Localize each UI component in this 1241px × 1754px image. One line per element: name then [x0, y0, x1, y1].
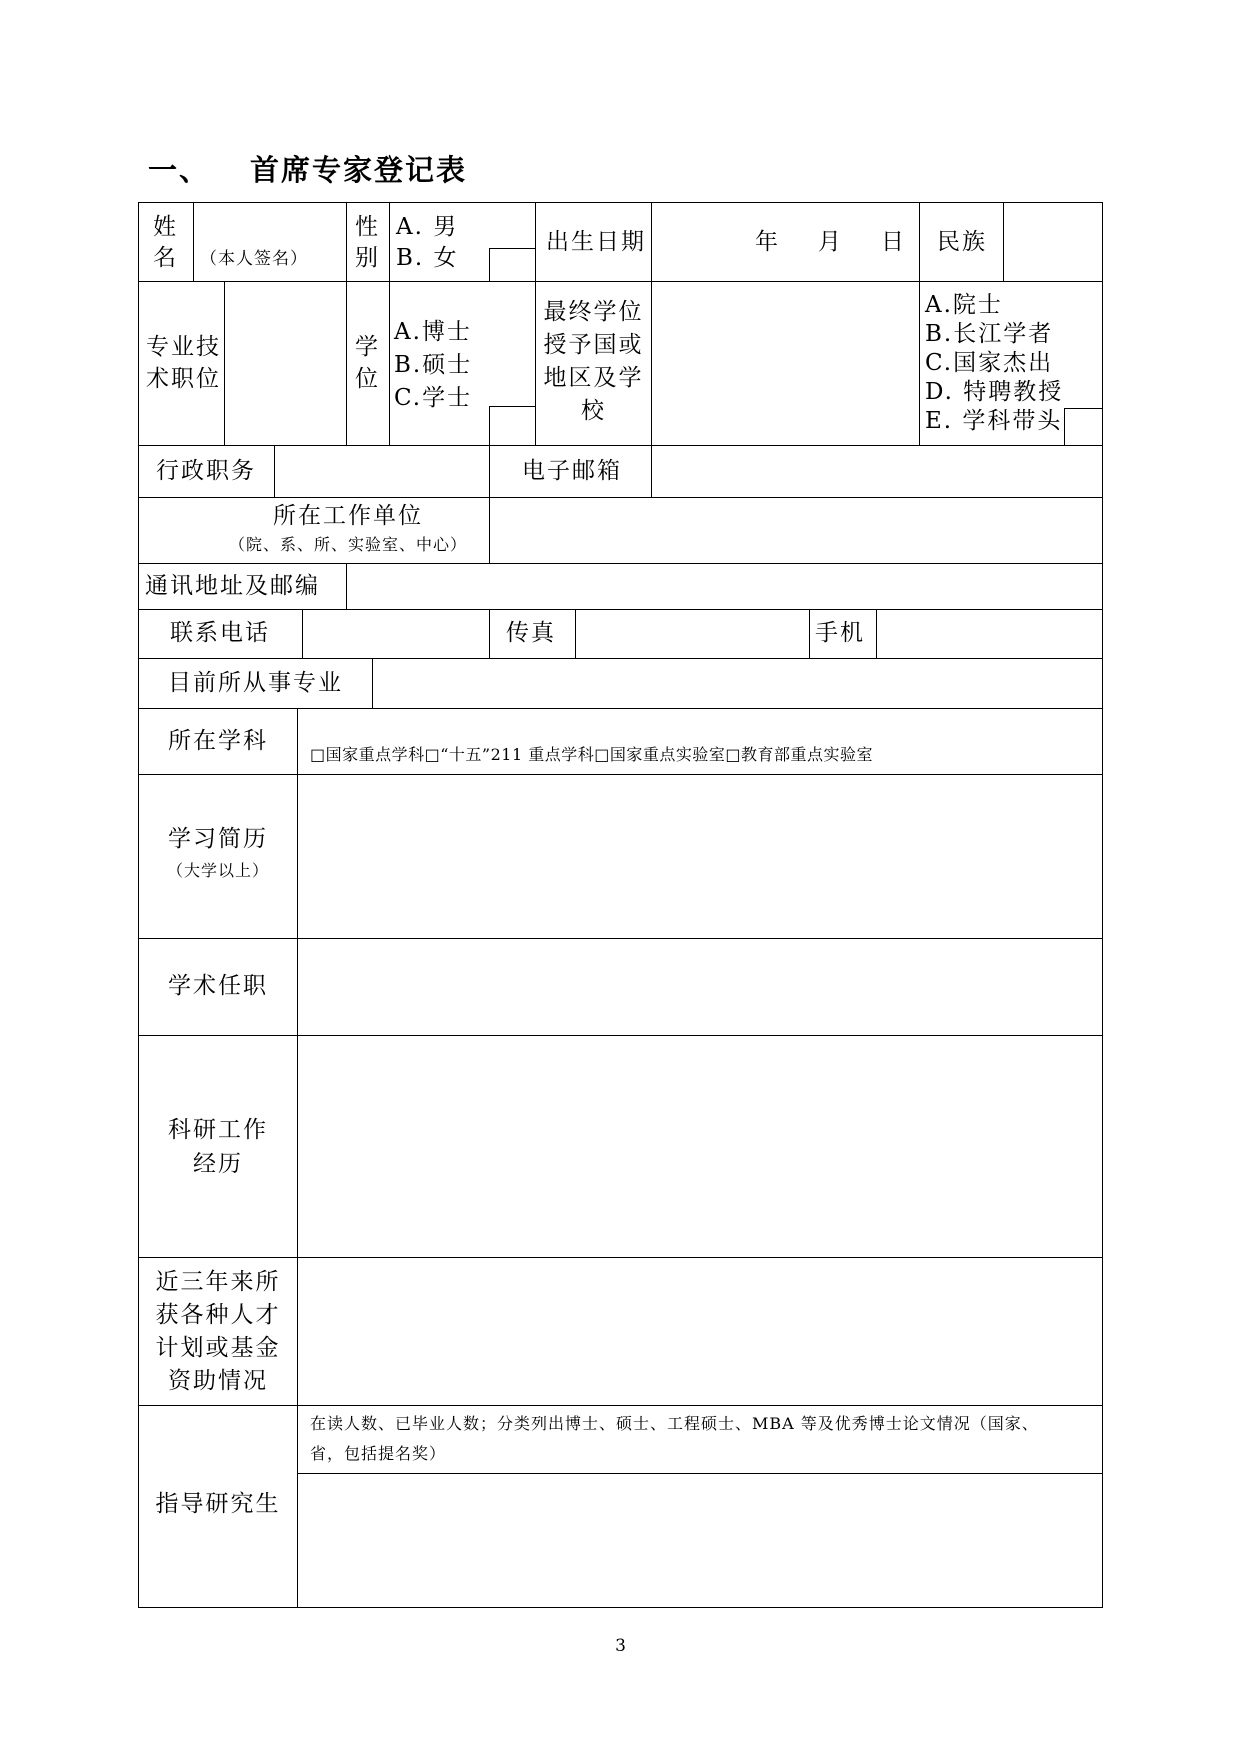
honor-option-national-outstanding: C.国家杰出 — [925, 350, 1054, 376]
research-label-cell — [138, 1035, 298, 1258]
study-input-cell[interactable] — [297, 774, 1103, 939]
major-label: 目前所从事专业 — [168, 670, 343, 696]
birth-date-cell[interactable] — [651, 202, 920, 282]
students-hint-1: 在读人数、已毕业人数；分类列出博士、硕士、工程硕士、MBA 等及优秀博士论文情况（国家、 — [310, 1414, 1039, 1433]
funding-label-1: 近三年来所 — [155, 1269, 281, 1295]
study-label-cell — [138, 774, 298, 939]
address-input-cell[interactable] — [346, 563, 1103, 610]
honor-option-discipline-leader: E. 学科带头 — [925, 408, 1063, 434]
gender-option-female: B. 女 — [396, 245, 459, 271]
birth-month-label: 月 — [818, 229, 843, 255]
option-national-key-discipline[interactable]: □国家重点学科 — [310, 745, 425, 764]
admin-label: 行政职务 — [156, 458, 256, 484]
form-heading — [148, 148, 467, 189]
degree-option-doctor: A.博士 — [394, 319, 472, 345]
institution-label-2: 授予国或 — [543, 332, 644, 358]
degree-label-1: 学 — [355, 334, 380, 360]
title-label-1: 专业技 — [146, 334, 221, 360]
academic-input-cell[interactable] — [297, 938, 1103, 1036]
birth-day-label: 日 — [881, 229, 906, 255]
study-label: 学习简历 — [168, 826, 268, 852]
section-title: 首席专家登记表 — [250, 153, 468, 187]
research-label-1: 科研工作 — [168, 1117, 268, 1143]
fax-input-cell[interactable] — [575, 609, 810, 659]
unit-input-cell[interactable] — [489, 497, 1103, 564]
title-input-cell[interactable] — [224, 281, 347, 446]
funding-label-3: 计划或基金 — [155, 1335, 281, 1361]
gender-label-1: 性 — [355, 214, 380, 240]
major-input-cell[interactable] — [372, 658, 1103, 709]
option-moe-key-lab[interactable]: □教育部重点实验室 — [725, 745, 873, 764]
fax-label: 传真 — [506, 620, 556, 646]
students-hint-2: 省，包括提名奖） — [310, 1444, 447, 1463]
academic-label: 学术任职 — [168, 973, 268, 999]
ethnicity-input-cell[interactable] — [1003, 202, 1103, 282]
option-211-key-discipline[interactable]: □“十五”211 重点学科 — [424, 745, 595, 764]
name-label-1: 姓 — [153, 214, 178, 240]
institution-label-1: 最终学位 — [543, 299, 644, 325]
gender-choice-box[interactable] — [489, 248, 536, 282]
honor-option-changjiang: B.长江学者 — [925, 321, 1054, 347]
discipline-options-line — [310, 744, 873, 766]
students-label: 指导研究生 — [155, 1491, 281, 1517]
discipline-label: 所在学科 — [168, 728, 268, 754]
admin-input-cell[interactable] — [274, 445, 490, 498]
mobile-label: 手机 — [815, 620, 865, 646]
ethnicity-label: 民族 — [937, 229, 987, 255]
degree-option-master: B.硕士 — [394, 352, 473, 378]
funding-label-4: 资助情况 — [168, 1368, 268, 1394]
page-number: 3 — [615, 1636, 626, 1656]
birth-label: 出生日期 — [546, 229, 646, 255]
degree-option-bachelor: C.学士 — [394, 385, 473, 411]
institution-input-cell[interactable] — [651, 281, 920, 446]
phone-input-cell[interactable] — [302, 609, 490, 659]
institution-label-3: 地区及学 — [543, 365, 644, 391]
honor-option-academician: A.院士 — [925, 292, 1003, 318]
gender-label-2: 别 — [355, 245, 380, 271]
study-hint: （大学以上） — [166, 861, 269, 880]
signature-hint: （本人签名） — [200, 249, 308, 269]
address-label: 通讯地址及邮编 — [145, 573, 320, 599]
phone-label: 联系电话 — [170, 620, 270, 646]
birth-year-label: 年 — [755, 229, 780, 255]
honor-option-distinguished-professor: D. 特聘教授 — [925, 379, 1064, 405]
gender-option-male: A. 男 — [396, 214, 459, 240]
degree-label-2: 位 — [355, 366, 380, 392]
students-input-cell[interactable] — [297, 1473, 1103, 1608]
unit-hint: （院、系、所、实验室、中心） — [228, 535, 467, 554]
institution-label-4: 校 — [581, 398, 606, 424]
honor-choice-box[interactable] — [1064, 408, 1103, 446]
funding-input-cell[interactable] — [297, 1257, 1103, 1406]
research-input-cell[interactable] — [297, 1035, 1103, 1258]
research-label-2: 经历 — [193, 1151, 243, 1177]
degree-choice-box[interactable] — [489, 406, 536, 446]
funding-label-2: 获各种人才 — [155, 1302, 281, 1328]
mobile-input-cell[interactable] — [876, 609, 1103, 659]
section-number: 一、 — [148, 153, 211, 187]
name-label-2: 名 — [153, 245, 178, 271]
email-input-cell[interactable] — [651, 445, 1103, 498]
title-label-2: 术职位 — [146, 366, 221, 392]
option-national-key-lab[interactable]: □国家重点实验室 — [594, 745, 726, 764]
unit-label: 所在工作单位 — [273, 503, 423, 529]
email-label: 电子邮箱 — [522, 458, 622, 484]
